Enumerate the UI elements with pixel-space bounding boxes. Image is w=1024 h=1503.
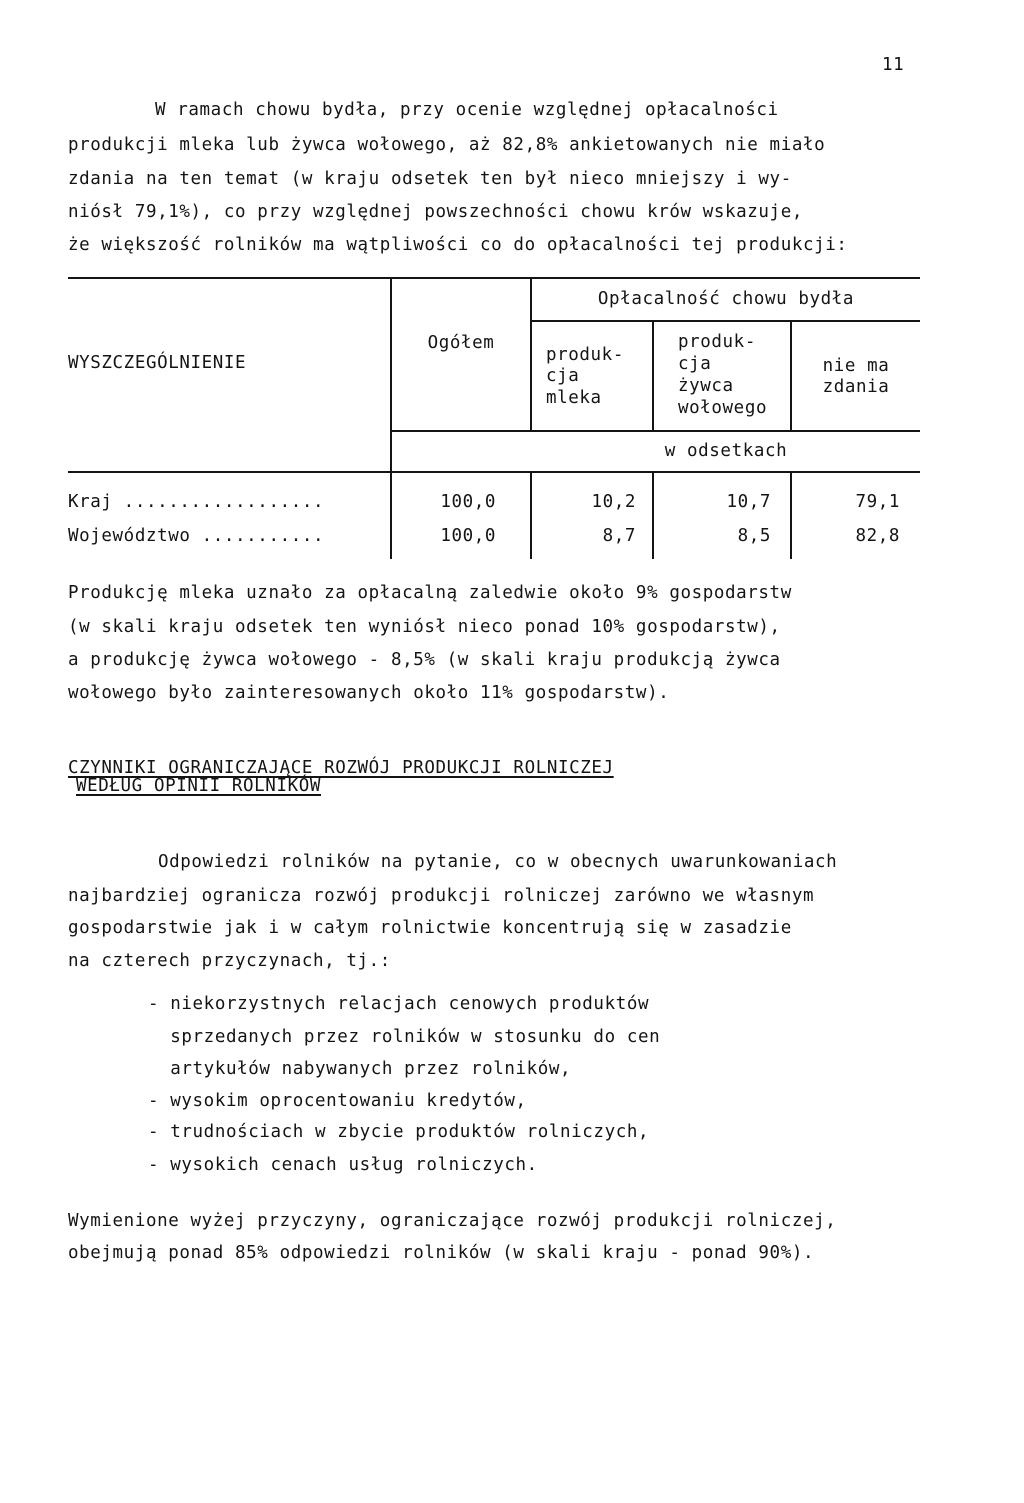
list-item: - niekorzystnych relacjach cenowych produktów (148, 994, 650, 1014)
beef-header-line: produk- (678, 332, 756, 352)
beef-header-line: wołowego (678, 398, 768, 418)
intro-line: niósł 79,1%), co przy względnej powszechności chowu krów wskazuje, (68, 202, 803, 222)
beef-header-line: cja (678, 354, 712, 374)
stub-header: WYSZCZEGÓLNIENIE (68, 353, 247, 373)
list-item: - wysokich cenach usług rolniczych. (148, 1155, 538, 1175)
row-no-opinion: 82,8 (855, 526, 900, 546)
paragraph-line: najbardziej ogranicza rozwój produkcji rolniczej zarówno we własnym (68, 886, 815, 906)
no-opinion-header-line: zdania (822, 377, 890, 397)
intro-line: produkcji mleka lub żywca wołowego, aż 82,8% ankietowanych nie miało (68, 135, 826, 155)
list-item: - trudnościach w zbycie produktów rolniczych, (148, 1122, 650, 1142)
paragraph-line: Odpowiedzi rolników na pytanie, co w obecnych uwarunkowaniach (158, 852, 838, 872)
list-item: - wysokim oprocentowaniu kredytów, (148, 1091, 527, 1111)
total-header: Ogółem (427, 333, 495, 353)
paragraph-line: Wymienione wyżej przyczyny, ograniczające rozwój produkcji rolniczej, (68, 1211, 837, 1231)
intro-line: W ramach chowu bydła, przy ocenie względnej opłacalności (155, 100, 779, 120)
group-header-rule (532, 320, 920, 322)
row-beef: 8,5 (737, 526, 771, 546)
paragraph-line: wołowego było zainteresowanych około 11% gospodarstw). (68, 683, 670, 703)
section-heading-line: WEDŁUG OPINII ROLNIKÓW (76, 776, 321, 796)
row-milk: 8,7 (602, 526, 636, 546)
milk-header-line: mleka (546, 388, 602, 408)
paragraph-line: Produkcję mleka uznało za opłacalną zaledwie około 9% gospodarstw (68, 583, 792, 603)
section-heading-line: CZYNNIKI OGRANICZAJĄCE ROZWÓJ PRODUKCJI ROLNICZEJ (68, 758, 614, 778)
table-header-bottom-rule (68, 471, 920, 473)
paragraph-line: obejmują ponad 85% odpowiedzi rolników (w skali kraju - ponad 90%). (68, 1243, 815, 1263)
no-opinion-header-line: nie ma (822, 356, 890, 376)
page-number: 11 (882, 55, 905, 75)
paragraph-line: gospodarstwie jak i w całym rolnictwie koncentrują się w zasadzie (68, 918, 792, 938)
paragraph-line: a produkcję żywca wołowego - 8,5% (w skali kraju produkcją żywca (68, 650, 781, 670)
paragraph-line: (w skali kraju odsetek ten wyniósł nieco ponad 10% gospodarstw), (68, 617, 781, 637)
table-top-rule (68, 277, 920, 279)
list-item-continuation: sprzedanych przez rolników w stosunku do cen (148, 1027, 661, 1047)
row-total: 100,0 (440, 492, 496, 512)
beef-header-line: żywca (678, 376, 734, 396)
unit-row: w odsetkach (664, 441, 788, 461)
unit-row-top-rule (390, 430, 920, 432)
row-total: 100,0 (440, 526, 496, 546)
group-header: Opłacalność chowu bydła (597, 289, 855, 309)
row-label: Województwo ........... (68, 526, 325, 546)
row-no-opinion: 79,1 (855, 492, 900, 512)
row-beef: 10,7 (726, 492, 771, 512)
milk-divider (652, 320, 654, 431)
milk-header-line: cja (546, 366, 580, 386)
row-label: Kraj .................. (68, 492, 325, 512)
list-item-continuation: artykułów nabywanych przez rolników, (148, 1059, 572, 1079)
paragraph-line: na czterech przyczynach, tj.: (68, 951, 391, 971)
stub-divider (390, 277, 392, 559)
milk-header-line: produk- (546, 345, 624, 365)
row-milk: 10,2 (591, 492, 636, 512)
intro-line: zdania na ten temat (w kraju odsetek ten był nieco mniejszy i wy- (68, 169, 792, 189)
intro-line: że większość rolników ma wątpliwości co do opłacalności tej produkcji: (68, 235, 848, 255)
